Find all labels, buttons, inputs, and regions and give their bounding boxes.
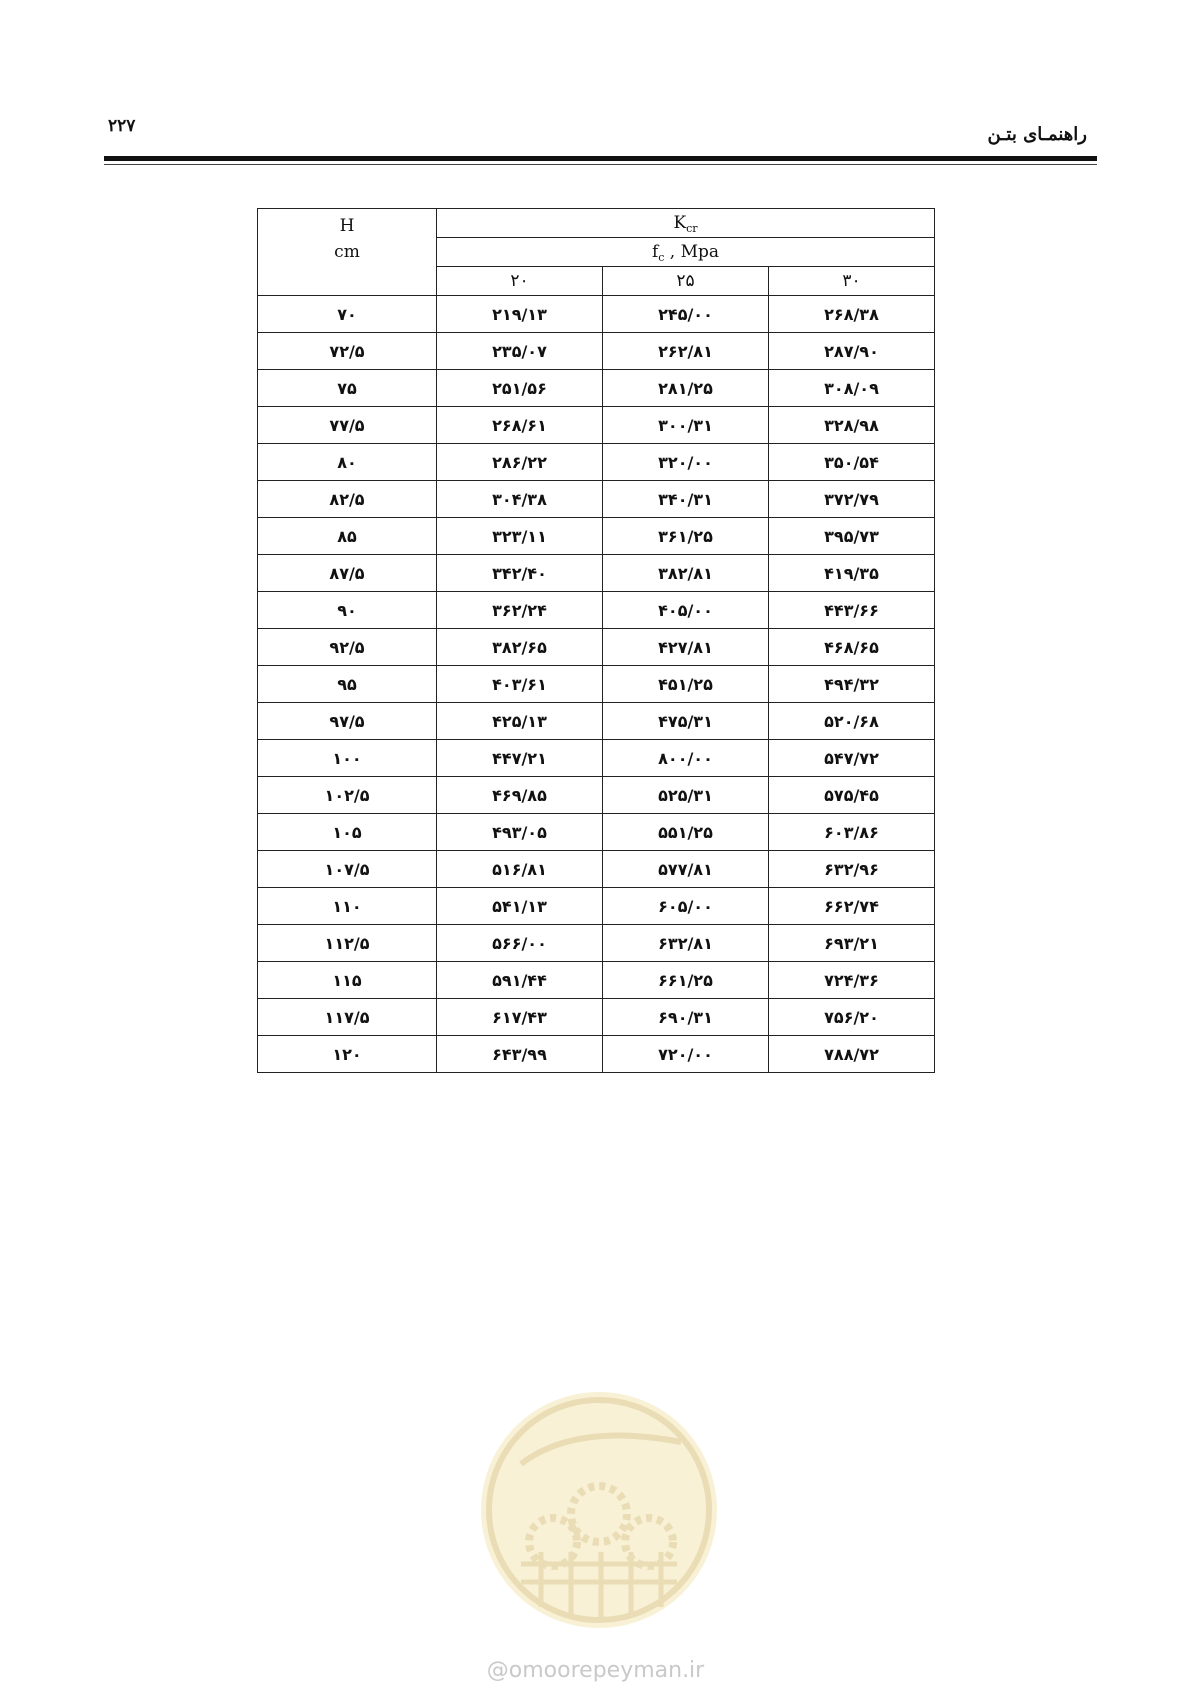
- cell-h-value: ۱۰۰: [258, 740, 437, 777]
- cell-h-value: ۱۱۵: [258, 962, 437, 999]
- cell-kcr-25: ۶۳۲/۸۱: [603, 925, 769, 962]
- cell-kcr-30: ۵۴۷/۷۲: [769, 740, 935, 777]
- header-rule-thin: [104, 164, 1097, 165]
- table-row: [258, 444, 935, 481]
- cell-kcr-25: ۵۲۵/۳۱: [603, 777, 769, 814]
- cell-kcr-25: ۴۷۵/۳۱: [603, 703, 769, 740]
- cell-kcr-25: ۴۵۱/۲۵: [603, 666, 769, 703]
- cell-h-value: ۸۵: [258, 518, 437, 555]
- table-row: [258, 555, 935, 592]
- cell-kcr-20: ۴۰۳/۶۱: [437, 666, 603, 703]
- cell-kcr-20: ۶۱۷/۴۳: [437, 999, 603, 1036]
- cell-kcr-30: ۷۲۴/۳۶: [769, 962, 935, 999]
- header-rule: [104, 156, 1097, 161]
- cell-h-value: ۱۰۲/۵: [258, 777, 437, 814]
- cell-kcr-25: ۷۲۰/۰۰: [603, 1036, 769, 1073]
- book-title: راهنمـای بتـن: [987, 124, 1087, 145]
- cell-kcr-30: ۲۸۷/۹۰: [769, 333, 935, 370]
- kcr-table-body: [258, 296, 935, 1073]
- cell-kcr-25: ۳۰۰/۳۱: [603, 407, 769, 444]
- h-column-header: [258, 209, 437, 296]
- kcr-subscript: cr: [686, 222, 698, 235]
- table-row: [258, 962, 935, 999]
- cell-kcr-20: ۲۶۸/۶۱: [437, 407, 603, 444]
- cell-kcr-30: ۶۰۳/۸۶: [769, 814, 935, 851]
- cell-h-value: ۱۱۰: [258, 888, 437, 925]
- kcr-table: [257, 208, 935, 1073]
- cell-kcr-30: ۴۴۳/۶۶: [769, 592, 935, 629]
- table-row: [258, 925, 935, 962]
- table-row: [258, 740, 935, 777]
- cell-h-value: ۷۰: [258, 296, 437, 333]
- cell-kcr-25: ۳۸۲/۸۱: [603, 555, 769, 592]
- kcr-label: K: [673, 213, 687, 233]
- table-row: [258, 1036, 935, 1073]
- cell-kcr-20: ۵۹۱/۴۴: [437, 962, 603, 999]
- cell-kcr-20: ۲۳۵/۰۷: [437, 333, 603, 370]
- page-number: ۲۲۷: [108, 116, 136, 136]
- table-row: [258, 814, 935, 851]
- watermark-seal-icon: [481, 1392, 717, 1628]
- cell-kcr-30: ۴۱۹/۳۵: [769, 555, 935, 592]
- cell-kcr-20: ۲۱۹/۱۳: [437, 296, 603, 333]
- cell-h-value: ۸۲/۵: [258, 481, 437, 518]
- cell-kcr-30: ۲۶۸/۳۸: [769, 296, 935, 333]
- fc-column-30: ۳۰: [769, 267, 935, 296]
- fc-unit: , Mpa: [664, 242, 720, 262]
- cell-kcr-20: ۶۴۳/۹۹: [437, 1036, 603, 1073]
- cell-kcr-20: ۳۲۳/۱۱: [437, 518, 603, 555]
- cell-kcr-30: ۳۵۰/۵۴: [769, 444, 935, 481]
- cell-kcr-25: ۴۲۷/۸۱: [603, 629, 769, 666]
- cell-kcr-30: ۴۶۸/۶۵: [769, 629, 935, 666]
- table-row: [258, 481, 935, 518]
- cell-h-value: ۹۰: [258, 592, 437, 629]
- cell-h-value: ۱۱۷/۵: [258, 999, 437, 1036]
- table-row: [258, 518, 935, 555]
- table-row: [258, 592, 935, 629]
- cell-h-value: ۸۰: [258, 444, 437, 481]
- fc-subscript: c: [658, 251, 665, 264]
- cell-kcr-25: ۲۶۲/۸۱: [603, 333, 769, 370]
- cell-kcr-25: ۶۹۰/۳۱: [603, 999, 769, 1036]
- cell-kcr-20: ۴۶۹/۸۵: [437, 777, 603, 814]
- cell-kcr-30: ۳۲۸/۹۸: [769, 407, 935, 444]
- cell-kcr-30: ۵۷۵/۴۵: [769, 777, 935, 814]
- cell-kcr-25: ۳۲۰/۰۰: [603, 444, 769, 481]
- cell-h-value: ۱۱۲/۵: [258, 925, 437, 962]
- fc-label: f: [651, 242, 659, 262]
- cell-kcr-25: ۸۰۰/۰۰: [603, 740, 769, 777]
- cell-kcr-30: ۴۹۴/۳۲: [769, 666, 935, 703]
- cell-kcr-20: ۵۱۶/۸۱: [437, 851, 603, 888]
- cell-h-value: ۱۰۵: [258, 814, 437, 851]
- cell-kcr-20: ۴۹۳/۰۵: [437, 814, 603, 851]
- cell-kcr-30: ۶۳۲/۹۶: [769, 851, 935, 888]
- table-row: [258, 851, 935, 888]
- h-unit: cm: [334, 242, 360, 262]
- cell-h-value: ۹۵: [258, 666, 437, 703]
- cell-kcr-25: ۲۸۱/۲۵: [603, 370, 769, 407]
- cell-kcr-25: ۶۶۱/۲۵: [603, 962, 769, 999]
- fc-column-20: ۲۰: [437, 267, 603, 296]
- h-label: H: [339, 216, 355, 236]
- cell-kcr-30: ۷۸۸/۷۲: [769, 1036, 935, 1073]
- cell-kcr-30: ۶۹۳/۲۱: [769, 925, 935, 962]
- cell-kcr-30: ۳۹۵/۷۳: [769, 518, 935, 555]
- cell-kcr-20: ۳۸۲/۶۵: [437, 629, 603, 666]
- cell-kcr-20: ۵۴۱/۱۳: [437, 888, 603, 925]
- cell-kcr-30: ۳۷۲/۷۹: [769, 481, 935, 518]
- cell-kcr-25: ۵۷۷/۸۱: [603, 851, 769, 888]
- cell-kcr-25: ۵۵۱/۲۵: [603, 814, 769, 851]
- cell-h-value: ۷۲/۵: [258, 333, 437, 370]
- cell-kcr-20: ۳۰۴/۳۸: [437, 481, 603, 518]
- kcr-header: [437, 209, 935, 238]
- cell-kcr-25: ۳۶۱/۲۵: [603, 518, 769, 555]
- cell-kcr-20: ۲۸۶/۲۲: [437, 444, 603, 481]
- cell-kcr-20: ۴۲۵/۱۳: [437, 703, 603, 740]
- cell-kcr-30: ۷۵۶/۲۰: [769, 999, 935, 1036]
- watermark-logo: [481, 1392, 717, 1628]
- fc-header: [437, 238, 935, 267]
- cell-kcr-20: ۴۴۷/۲۱: [437, 740, 603, 777]
- cell-kcr-25: ۳۴۰/۳۱: [603, 481, 769, 518]
- cell-h-value: ۹۲/۵: [258, 629, 437, 666]
- table-row: [258, 407, 935, 444]
- table-row: [258, 370, 935, 407]
- table-row: [258, 703, 935, 740]
- table-row: [258, 333, 935, 370]
- table-row: [258, 296, 935, 333]
- cell-kcr-25: ۴۰۵/۰۰: [603, 592, 769, 629]
- table-row: [258, 777, 935, 814]
- cell-h-value: ۱۲۰: [258, 1036, 437, 1073]
- cell-kcr-20: ۳۶۲/۲۴: [437, 592, 603, 629]
- cell-kcr-30: ۵۲۰/۶۸: [769, 703, 935, 740]
- cell-kcr-30: ۶۶۲/۷۴: [769, 888, 935, 925]
- cell-kcr-30: ۳۰۸/۰۹: [769, 370, 935, 407]
- cell-h-value: ۹۷/۵: [258, 703, 437, 740]
- cell-h-value: ۷۷/۵: [258, 407, 437, 444]
- fc-column-25: ۲۵: [603, 267, 769, 296]
- table-row: [258, 629, 935, 666]
- cell-kcr-20: ۲۵۱/۵۶: [437, 370, 603, 407]
- watermark-site: @omoorepeyman.ir: [486, 1658, 705, 1683]
- cell-kcr-25: ۶۰۵/۰۰: [603, 888, 769, 925]
- cell-h-value: ۷۵: [258, 370, 437, 407]
- table-row: [258, 666, 935, 703]
- cell-kcr-20: ۵۶۶/۰۰: [437, 925, 603, 962]
- cell-h-value: ۱۰۷/۵: [258, 851, 437, 888]
- cell-kcr-20: ۳۴۲/۴۰: [437, 555, 603, 592]
- cell-h-value: ۸۷/۵: [258, 555, 437, 592]
- cell-kcr-25: ۲۴۵/۰۰: [603, 296, 769, 333]
- table-row: [258, 888, 935, 925]
- table-row: [258, 999, 935, 1036]
